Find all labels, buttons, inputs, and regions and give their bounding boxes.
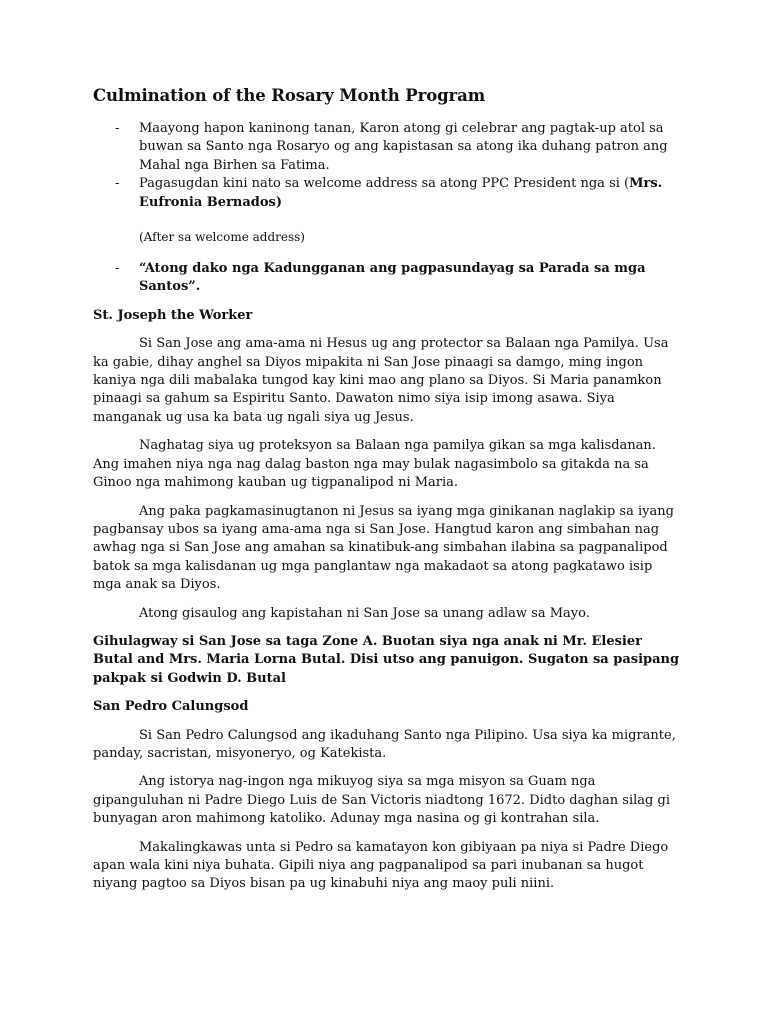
bullet-dash: -: [115, 261, 120, 277]
bullet-dash: -: [115, 121, 120, 136]
document-page: [93, 84, 683, 904]
bullet-dash: -: [115, 176, 120, 192]
bullet-greeting-text: Maayong hapon kaninong tanan, Karon atong gi celebrar ang pagtak-up atol sa buwan sa Santo nga Rosaryo og ang kapistasan sa atong ika duhang patron ang Mahal nga Birhen sa Fatima.: [139, 121, 668, 173]
paragraph: Si San Jose ang ama-ama ni Hesus ug ang protector sa Balaan nga Pamilya. Usa ka gabie, dihay anghel sa Diyos mipakita ni San Jose pinaagi sa damgo, ming ingon kaniya nga dili mabalaka tungod kay kini mao ang plano sa Diyos. Si Maria panamkon pinaagi sa gahum sa Espiritu Santo. Dawaton nimo siya isip imong asawa. Siya manganak ug usa ka bata ug ngali siya ug Jesus.: [93, 336, 669, 425]
paragraph: Makalingkawas unta si Pedro sa kamatayon kon gibiyaan pa niya si Padre Diego apan wala kini niya buhata. Gipili niya ang pagpanalipod sa pari inubanan sa hugot niyang pagtoo sa Diyos bisan pa ug kinabuhi niya ang maoy puli niini.: [93, 839, 669, 892]
paragraph: Ang istorya nag-ingon nga mikuyog siya sa mga misyon sa Guam nga gipanguluhan ni Padre Diego Luis de San Victoris niadtong 1672. Didto daghan silag gi bunyagan aron mahimong katoliko. Adunay mga nasina og gi kontrahan sila.: [93, 774, 670, 827]
bullet-welcome-text: Pagasugdan kini nato sa welcome address sa atong PPC President nga si (: [139, 176, 630, 192]
bullet-parade-text: “Atong dako nga Kadungganan ang pagpasundayag sa Parada sa mga Santos”.: [139, 261, 646, 295]
paragraph: Naghatag siya ug proteksyon sa Balaan nga pamilya gikan sa mga kalisdanan. Ang imahen niya nga nag dalag baston nga may bulak nagasimbolo sa gitakda na sa Ginoo nga mahimong kauban ug tigpanalipod ni Maria.: [93, 438, 656, 491]
paragraph: Ang paka pagkamasinugtanon ni Jesus sa iyang mga ginikanan naglakip sa iyang pagbansay ubos sa iyang ama-ama nga si San Jose. Hangtud karon ang simbahan nag awhag nga si San Jose ang amahan sa kinatibuk-ang simbahan ilabina sa pagpanalipod batok sa mga kalisdanan ug mga panglantaw nga makadaot sa atong pagkatawo isip mga anak sa Diyos.: [93, 503, 674, 593]
aside-note: (After sa welcome address): [139, 230, 305, 245]
document-title: Culmination of the Rosary Month Program: [93, 86, 486, 105]
bullet-welcome: [93, 175, 683, 212]
section-san-pedro: [93, 698, 683, 894]
closing-announcement: Gihulagway si San Jose sa taga Zone A. Buotan siya nga anak ni Mr. Elesier Butal and Mrs. Maria Lorna Butal. Disi utso ang panuigon. Sugaton sa pasipang pakpak si Godwin D. Butal: [93, 633, 680, 686]
section-st-joseph: [93, 307, 683, 688]
section-heading: San Pedro Calungsod: [93, 699, 249, 715]
intro-bullet-list: [93, 120, 683, 212]
bullet-welcome-name: Mrs. Eufronia Bernados): [139, 176, 663, 210]
parade-bullet-list: [93, 260, 683, 297]
paragraph: Si San Pedro Calungsod ang ikaduhang Santo nga Pilipino. Usa siya ka migrante, panday, sacristan, misyoneryo, og Katekista.: [93, 727, 676, 761]
paragraph: Atong gisaulog ang kapistahan ni San Jose sa unang adlaw sa Mayo.: [139, 605, 590, 621]
bullet-greeting: [93, 120, 683, 175]
bullet-parade: [93, 260, 683, 297]
section-heading: St. Joseph the Worker: [93, 307, 253, 323]
